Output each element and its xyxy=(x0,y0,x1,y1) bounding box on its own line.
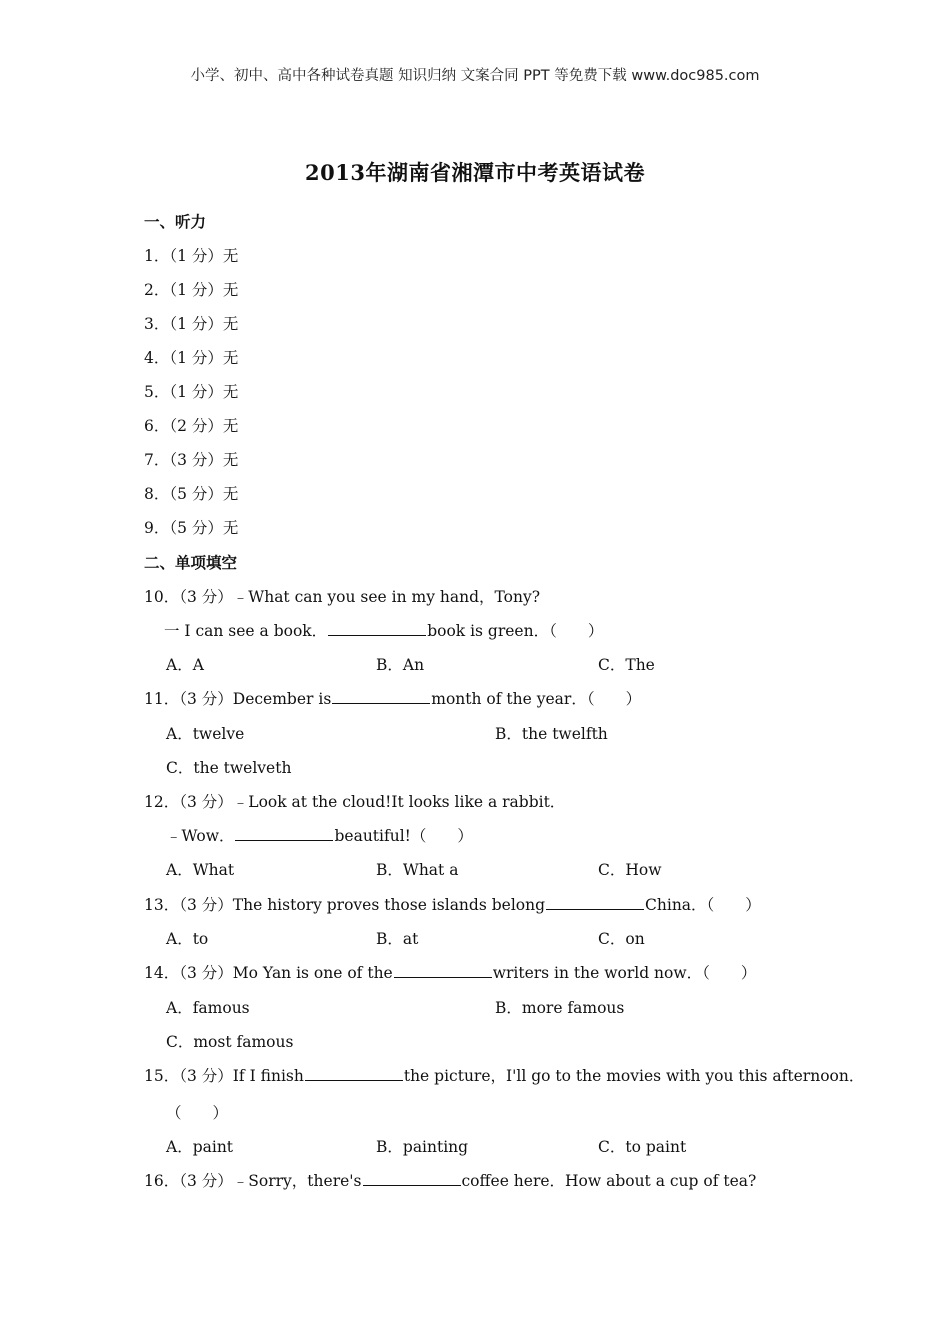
option-b: B．What a xyxy=(376,861,459,879)
question-13-stem: 13．（3 分）The history proves those islands belong China．（ ） xyxy=(144,896,761,914)
option-b: B．more famous xyxy=(495,999,625,1017)
question-12-stem: 12．（3 分）﹣Look at the cloud!It looks like a rabbit． xyxy=(144,793,566,811)
section-heading-single-choice: 二、单项填空 xyxy=(144,554,238,572)
option-b: B．An xyxy=(376,656,425,674)
answer-blank xyxy=(546,908,644,910)
answer-blank xyxy=(394,976,492,978)
answer-blank xyxy=(235,839,333,841)
option-b: B．the twelfth xyxy=(495,725,608,743)
option-c: C．How xyxy=(598,861,662,879)
question-item: 3．（1 分）无 xyxy=(144,315,239,333)
answer-blank xyxy=(305,1079,403,1081)
option-a: A．paint xyxy=(166,1138,234,1156)
question-11-stem: 11．（3 分）December is month of the year．（ ） xyxy=(144,690,642,708)
answer-blank xyxy=(328,634,426,636)
option-c: C．on xyxy=(598,930,645,948)
question-item: 4．（1 分）无 xyxy=(144,349,239,367)
answer-parentheses: （ ） xyxy=(166,1104,229,1122)
question-15-stem: 15．（3 分）If I finish the picture，I'll go to the movies with you this afternoon． xyxy=(144,1067,865,1085)
option-a: A．to xyxy=(166,930,209,948)
question-10-stem: 10．（3 分）﹣What can you see in my hand，Tony? xyxy=(144,588,541,606)
question-item: 8．（5 分）无 xyxy=(144,485,239,503)
answer-blank xyxy=(363,1184,461,1186)
question-16-stem: 16．（3 分）﹣Sorry，there's coffee here．How about a cup of tea? xyxy=(144,1172,757,1190)
question-10-line2: 一 I can see a book． book is green．（ ） xyxy=(164,622,604,640)
section-heading-listening: 一、听力 xyxy=(144,213,207,231)
page-title: 2013年湖南省湘潭市中考英语试卷 xyxy=(305,160,645,185)
option-c: C．most famous xyxy=(166,1033,294,1051)
question-item: 9．（5 分）无 xyxy=(144,519,239,537)
option-c: C．The xyxy=(598,656,655,674)
question-item: 5．（1 分）无 xyxy=(144,383,239,401)
option-a: A．A xyxy=(166,656,204,674)
option-c: C．to paint xyxy=(598,1138,687,1156)
question-item: 7．（3 分）无 xyxy=(144,451,239,469)
question-item: 2．（1 分）无 xyxy=(144,281,239,299)
option-a: A．famous xyxy=(166,999,250,1017)
page-header-banner: 小学、初中、高中各种试卷真题 知识归纳 文案合同 PPT 等免费下载 www.doc985.com xyxy=(190,68,760,84)
option-b: B．at xyxy=(376,930,419,948)
question-item: 6．（2 分）无 xyxy=(144,417,239,435)
question-12-line2: ﹣Wow． beautiful!（ ） xyxy=(166,827,473,845)
option-a: A．What xyxy=(166,861,235,879)
option-b: B．painting xyxy=(376,1138,469,1156)
option-a: A．twelve xyxy=(166,725,245,743)
answer-blank xyxy=(332,702,430,704)
question-item: 1．（1 分）无 xyxy=(144,247,239,265)
question-14-stem: 14．（3 分）Mo Yan is one of the writers in the world now．（ ） xyxy=(144,964,757,982)
option-c: C．the twelveth xyxy=(166,759,292,777)
